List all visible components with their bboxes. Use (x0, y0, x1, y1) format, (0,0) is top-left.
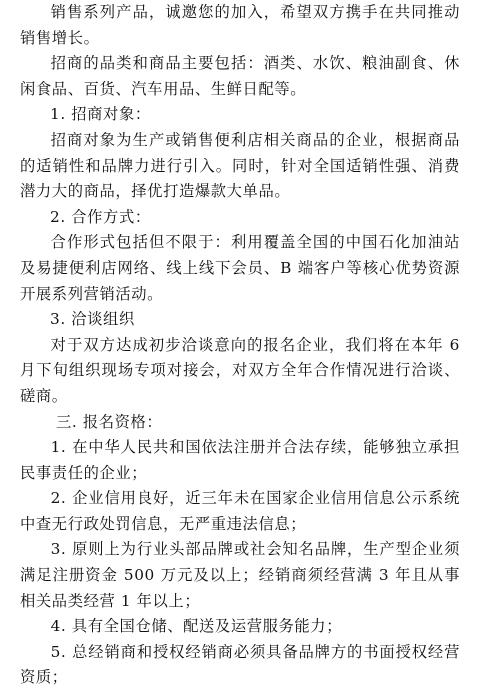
qualification-item-5: 5. 总经销商和授权经销商必须具备品牌方的书面授权经营资质； (20, 642, 460, 687)
qualification-item-3: 3. 原则上为行业头部品牌或社会知名品牌，生产型企业须满足注册资金 500 万元及以上；经销商须经营满 3 年且从事相关品类经营 1 年以上； (20, 540, 460, 610)
intro-paragraph-2: 招商的品类和商品主要包括：酒类、水饮、粮油副食、休闲食品、百货、汽车用品、生鲜日配等。 (20, 54, 460, 98)
chapter-heading-3: 三. 报名资格： (56, 412, 163, 431)
qualification-item-4: 4. 具有全国仓储、配送及运营服务能力； (50, 617, 343, 636)
section-body-3: 对于双方达成初步洽谈意向的报名企业，我们将在本年 6 月下旬组织现场专项对接会，对双方全年合作情况进行洽谈、磋商。 (20, 335, 460, 405)
section-heading-1: 1. 招商对象： (50, 105, 151, 124)
intro-paragraph-1: 销售系列产品，诚邀您的加入，希望双方携手在共同推动销售增长。 (20, 3, 460, 47)
section-heading-3: 3. 洽谈组织 (50, 310, 135, 329)
section-body-2: 合作形式包括但不限于：利用覆盖全国的中国石化加油站及易捷便利店网络、线上线下会员、B 端客户等核心优势资源开展系列营销活动。 (20, 233, 460, 303)
qualification-item-2: 2. 企业信用良好，近三年未在国家企业信用信息公示系统中查无行政处罚信息，无严重违法信息； (20, 489, 460, 533)
section-heading-2: 2. 合作方式： (50, 207, 151, 226)
section-body-1: 招商对象为生产或销售便利店相关商品的企业，根据商品的适销性和品牌力进行引入。同时，针对全国适销性强、消费潜力大的商品，择优打造爆款大单品。 (20, 130, 460, 201)
document-body (20, 0, 460, 691)
qualification-item-1: 1. 在中华人民共和国依法注册并合法存续，能够独立承担民事责任的企业； (20, 438, 460, 482)
